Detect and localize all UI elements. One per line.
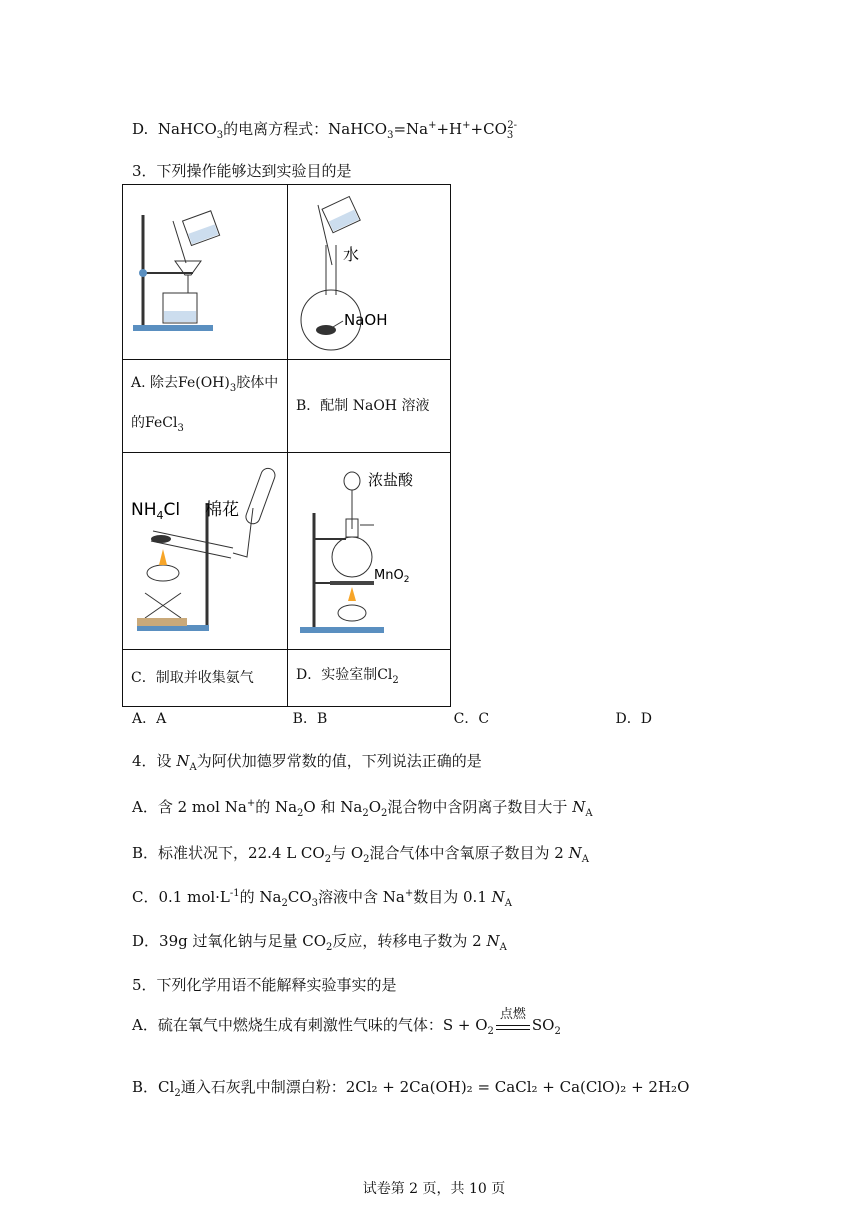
- reaction-condition: 点燃: [496, 1023, 530, 1030]
- page-footer: 试卷第 2 页，共 10 页: [362, 1181, 506, 1197]
- q5-option-a: A．硫在氧气中燃烧生成有刺激性气味的气体：$S + O_2$ 点燃 $SO_2$: [132, 1006, 561, 1037]
- q3-option-b[interactable]: B．B: [292, 711, 328, 727]
- q3-figure-a: [123, 185, 288, 360]
- q3-figure-b: [288, 185, 451, 360]
- q5-stem: 5．下列化学用语不能解释实验事实的是: [132, 976, 397, 994]
- q3-caption-c: C．制取并收集氨气: [123, 650, 288, 707]
- q4-option-a: A．含 2 mol Na+的 $Na_2O$ 和 $Na_2O_2$混合物中含阴离子数目大于 $N_A$: [132, 798, 593, 819]
- label-naoh: NaOH: [344, 311, 388, 329]
- q3-option-d[interactable]: D．D: [615, 711, 652, 727]
- q3-stem: 3．下列操作能够达到实验目的是: [132, 162, 352, 180]
- label-water: 水: [343, 245, 360, 264]
- q3-option-c[interactable]: C．C: [453, 711, 490, 727]
- q3-option-a[interactable]: A．A: [132, 711, 167, 727]
- q2-option-d: D. NaHCO$_3$的电离方程式：$NaHCO_3=Na^++H^++CO_3^{2-}$: [132, 120, 517, 141]
- q3-options: [132, 708, 652, 728]
- q3-table: [122, 184, 451, 707]
- label-cotton: 棉花: [205, 500, 239, 520]
- label-nh4cl: $NH_4Cl$: [131, 500, 181, 522]
- q4-option-b: B．标准状况下，22.4 L $CO_2$与 $O_2$混合气体中含氧原子数目为 2 $N_A$: [132, 844, 589, 865]
- q3-caption-d: D．实验室制$Cl_2$: [288, 650, 451, 707]
- q4-option-c: C．0.1 $mol\cdot L^{-1}$的 $Na_2CO_3$溶液中含 Na+数目为 0.1 $N_A$: [132, 888, 513, 909]
- label-hcl: 浓盐酸: [368, 471, 414, 489]
- q3-figure-c: [123, 453, 288, 650]
- q5-option-b: B．$Cl_2$通入石灰乳中制漂白粉：2Cl₂ + 2Ca(OH)₂ = CaCl₂ + Ca(ClO)₂ + 2H₂O: [132, 1078, 690, 1099]
- q3-figure-d: [288, 453, 451, 650]
- q4-option-d: D．39g 过氧化钠与足量 $CO_2$反应，转移电子数为 2 $N_A$: [132, 932, 507, 953]
- q3-caption-b: B．配制 NaOH 溶液: [288, 360, 451, 453]
- q4-stem: 4．设 $N_A$为阿伏加德罗常数的值，下列说法正确的是: [132, 752, 482, 773]
- q3-caption-a: A. 除去$Fe(OH)_3$胶体中 的FeCl$_3$: [123, 360, 288, 453]
- label-mno2: MnO$_2$: [374, 568, 410, 585]
